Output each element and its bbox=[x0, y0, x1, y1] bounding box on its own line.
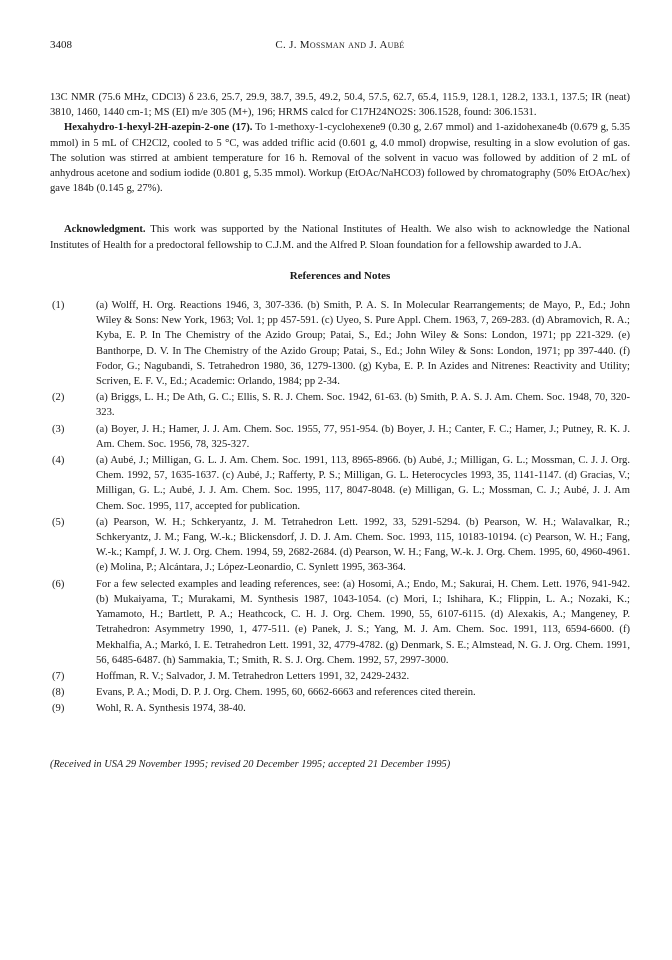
reference-item bbox=[50, 390, 630, 420]
reference-item bbox=[50, 298, 630, 389]
reference-number: (5) bbox=[52, 516, 65, 528]
reference-item bbox=[50, 669, 630, 684]
page-number: 3408 bbox=[50, 39, 72, 51]
reference-text: Evans, P. A.; Modi, D. P. J. Org. Chem. 1995, 60, 6662-6663 and references cited therein. bbox=[96, 687, 476, 699]
reference-text: (a) Pearson, W. H.; Schkeryantz, J. M. Tetrahedron Lett. 1992, 33, 5291-5294. (b) Pearson, W. H.; Walavalkar, R.; Schkeryantz, J. M.; Fang, W.-k.; Blickensdorf, J. D. J. Am. Chem. Soc. 1993, 115, 10183-10194. (c) Pearson, W. H.; Fang, W.-k.; Kampf, J. W. J. Org. Chem. 1994, 59, 2682-2684. (d) Pearson, W. H.; Fang, W.-k. J. Org. Chem. 1995, 60, 4960-4961. (e) Molina, P.; Alcántara, J.; López-Leonardio, C. Synlett 1995, 363-364. bbox=[96, 516, 630, 574]
compound-heading: Hexahydro-1-hexyl-2H-azepin-2-one (17). bbox=[64, 122, 253, 134]
reference-number: (3) bbox=[52, 423, 65, 435]
article-page bbox=[50, 38, 630, 772]
acknowledgment-heading: Acknowledgment. bbox=[64, 224, 146, 236]
running-header bbox=[50, 38, 630, 54]
references-heading: References and Notes bbox=[289, 269, 391, 282]
reference-number: (2) bbox=[52, 392, 65, 404]
references-list bbox=[50, 298, 630, 716]
received-dates: (Received in USA 29 November 1995; revised 20 December 1995; accepted 21 December 1995) bbox=[50, 758, 451, 770]
reference-number: (7) bbox=[52, 670, 65, 682]
reference-text: (a) Briggs, L. H.; De Ath, G. C.; Ellis, S. R. J. Chem. Soc. 1942, 61-63. (b) Smith, P. A. S. J. Am. Chem. Soc. 1948, 70, 320-323. bbox=[96, 392, 630, 419]
acknowledgment-text: This work was supported by the National Institutes of Health. We also wish to acknowledge the National Institutes of Health for a predoctoral fellowship to C.J.M. and the Alfred P. Sloan foundation for a fellowship awarded to J.A. bbox=[50, 224, 630, 251]
reference-item bbox=[50, 453, 630, 514]
reference-text: Hoffman, R. V.; Salvador, J. M. Tetrahedron Letters 1991, 32, 2429-2432. bbox=[96, 670, 410, 682]
reference-item bbox=[50, 701, 630, 716]
reference-text: Wohl, R. A. Synthesis 1974, 38-40. bbox=[96, 703, 246, 715]
reference-number: (6) bbox=[52, 578, 65, 590]
reference-text: (a) Aubé, J.; Milligan, G. L. J. Am. Chem. Soc. 1991, 113, 8965-8966. (b) Aubé, J.; Milligan, G. L.; Mossman, C. J. J. Org. Chem. 1992, 57, 1635-1637. (c) Aubé, J.; Rafferty, P. S.; Milligan, G. L. Heterocycles 1993, 35, 1141-1147. (d) Gracias, V.; Milligan, G. L.; Aubé, J. J. Am. Chem. Soc. 1995, 117, 8047-8048. (e) Milligan, G. L.; Mossman, C. J.; Aubé, J. J. Am Chem. Soc. 1995, 117, accepted for publication. bbox=[96, 455, 630, 512]
reference-text: For a few selected examples and leading references, see: (a) Hosomi, A.; Endo, M.; Sakurai, H. Chem. Lett. 1976, 941-942. (b) Mukaiyama, T.; Murakami, M. Synthesis 1987, 1043-1054. (c) Mori, I.; Ishihara, K.; Flippin, L. A.; Nozaki, K.; Yamamoto, H.; Bartlett, P. A.; Heathcock, C. H. J. Org. Chem. 1990, 55, 6107-6115. (d) Alexakis, A.; Mangeney, P. Tetrahedron: Asymmetry 1990, 1, 477-511. (e) Panek, J. S.; Yang, M. J. Am. Chem. Soc. 1991, 113, 6594-6600. (f) Mekhalfia, A.; Markó, I. E. Tetrahedron Lett. 1991, 32, 4779-4782. (g) Denmark, S. E.; Almstead, N. G. J. Org. Chem. 1991, 56, 6485-6487. (h) Sammakia, T.; Smith, R. S. J. Org. Chem. 1992, 57, 2997-3000. bbox=[96, 578, 630, 666]
running-authors: C. J. Mossman and J. Aubé bbox=[275, 39, 405, 51]
reference-number: (4) bbox=[52, 455, 65, 467]
compound-procedure: To 1-methoxy-1-cyclohexene9 (0.30 g, 2.67 mmol) and 1-azidohexane4b (0.679 g, 5.35 mmol) in 5 mL of CH2Cl2, cooled to 5 °C, was added triflic acid (0.601 g, 4.0 mmol) dropwise, resulting in a slow evolution of gas. The solution was stirred at ambient temperature for 16 h. Removal of the solvent in vacuo was followed by addition of 2 mL of anhydrous acetone and sodium iodide (0.801 g, 5.35 mmol). Workup (EtOAc/NaHCO3) followed by chromatography (50% EtOAc/hex) gave 184b (0.145 g, 27%). bbox=[50, 122, 630, 195]
reference-item bbox=[50, 577, 630, 668]
nmr-paragraph: 13C NMR (75.6 MHz, CDCl3) δ 23.6, 25.7, 29.9, 38.7, 39.5, 49.2, 50.4, 57.5, 62.7, 65.4, 115.9, 128.1, 128.2, 133.1, 137.5; IR (neat) 3810, 1460, 1440 cm-1; MS (EI) m/e 305 (M+), 196; HRMS calcd for C17H24NO2S: 306.1528, found: 306.1531. bbox=[50, 92, 630, 119]
reference-number: (1) bbox=[52, 300, 65, 312]
reference-number: (9) bbox=[52, 703, 65, 715]
acknowledgment-paragraph bbox=[50, 222, 630, 252]
reference-number: (8) bbox=[52, 687, 65, 699]
compound-paragraph bbox=[50, 120, 630, 196]
reference-item bbox=[50, 685, 630, 700]
reference-text: (a) Boyer, J. H.; Hamer, J. J. Am. Chem. Soc. 1955, 77, 951-954. (b) Boyer, J. H.; Canter, F. C.; Hamer, J.; Putney, R. K. J. Am. Chem. Soc. 1956, 78, 325-327. bbox=[96, 423, 630, 450]
reference-text: (a) Wolff, H. Org. Reactions 1946, 3, 307-336. (b) Smith, P. A. S. In Molecular Rearrangements; de Mayo, P., Ed.; John Wiley & Sons: New York, 1963; Vol. 1; pp 457-591. (c) Uyeo, S. Pure Appl. Chem. 1963, 7, 269-283. (d) Abramovich, R. A.; Kyba, E. P. In The Chemistry of the Azido Group; Patai, S., Ed.; John Wiley & Sons: London, 1971; pp 221-329. (e) Banthorpe, D. V. In The Chemistry of the Azido Group; Patai, S., Ed.; John Wiley & Sons: London, 1971; pp 397-440. (f) Fodor, G.; Nagubandi, S. Tetrahedron 1980, 36, 1279-1300. (g) Kyba, E. P. In Azides and Nitrenes: Reactivity and Utility; Scriven, E. F. V., Ed.; Academic: Orlando, 1984; pp 2-34. bbox=[96, 300, 630, 388]
reference-item bbox=[50, 422, 630, 452]
reference-item bbox=[50, 515, 630, 576]
